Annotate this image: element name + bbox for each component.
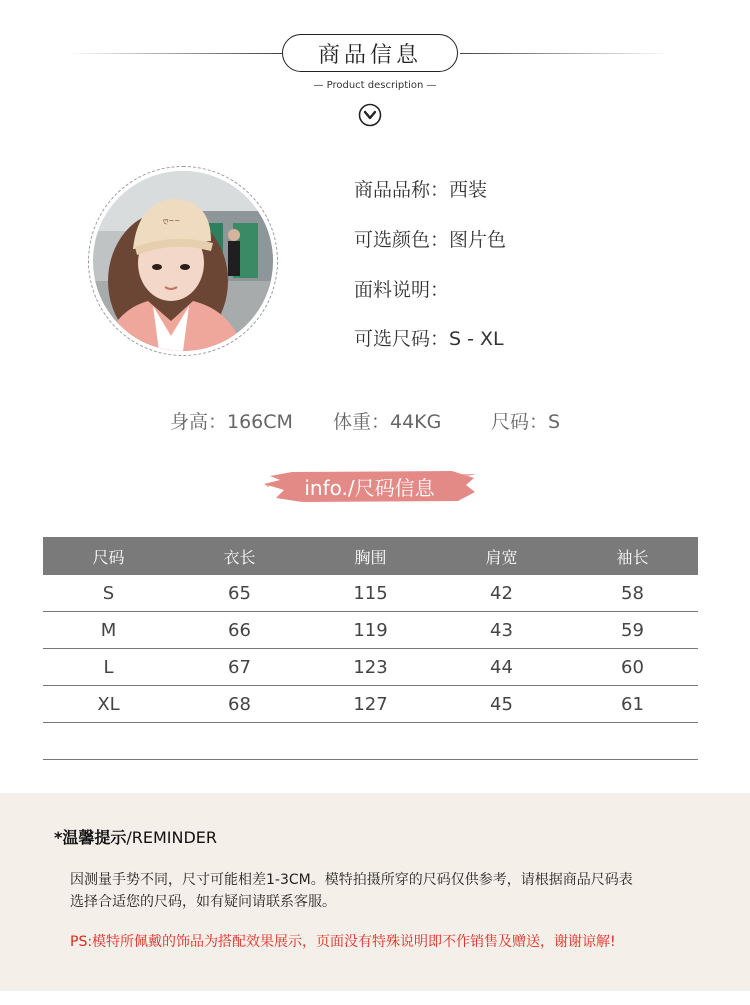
- table-cell: 115: [305, 575, 436, 612]
- table-cell: 66: [174, 612, 305, 649]
- table-cell: 65: [174, 575, 305, 612]
- header-line-right: [460, 53, 670, 54]
- reminder-title-rest: /REMINDER: [126, 828, 218, 847]
- banner-label: info./尺码信息: [304, 475, 435, 500]
- table-cell: 127: [305, 686, 436, 723]
- header-line-left: [68, 53, 282, 54]
- table-row: [43, 612, 698, 649]
- model-photo-frame: [88, 166, 278, 356]
- chevron-down-icon: [358, 103, 382, 127]
- table-header-cell: 尺码: [43, 537, 174, 575]
- table-cell: S: [43, 575, 174, 612]
- table-header-cell: 衣长: [174, 537, 305, 575]
- reminder-title-bold: *温馨提示: [54, 828, 127, 847]
- table-cell: 68: [174, 686, 305, 723]
- table-cell: 44: [436, 649, 567, 686]
- table-header-cell: 胸围: [305, 537, 436, 575]
- table-cell: L: [43, 649, 174, 686]
- table-cell: 43: [436, 612, 567, 649]
- reminder-panel: [0, 793, 750, 991]
- model-height: 身高：166CM: [170, 411, 293, 433]
- table-row: [43, 686, 698, 723]
- product-colors: 可选颜色：图片色: [354, 229, 507, 251]
- size-table: [43, 537, 698, 760]
- reminder-line-2: 选择合适您的尺码，如有疑问请联系客服。: [70, 894, 336, 910]
- section-title: 商品信息: [282, 34, 458, 72]
- table-cell: 42: [436, 575, 567, 612]
- model-size: 尺码：S: [491, 411, 561, 433]
- table-row-empty: [43, 723, 698, 760]
- table-header-row: [43, 537, 698, 575]
- section-subtitle: — Product description —: [313, 80, 437, 91]
- table-cell: 45: [436, 686, 567, 723]
- table-cell: 60: [567, 649, 698, 686]
- table-cell: 119: [305, 612, 436, 649]
- model-weight: 体重：44KG: [333, 411, 442, 433]
- table-cell: 58: [567, 575, 698, 612]
- product-name: 商品品称：西装: [354, 179, 488, 201]
- table-row: [43, 575, 698, 612]
- table-row: [43, 649, 698, 686]
- reminder-title: [54, 825, 217, 848]
- product-fabric: 面料说明：: [354, 279, 450, 301]
- table-cell: M: [43, 612, 174, 649]
- table-cell: 59: [567, 612, 698, 649]
- table-cell: XL: [43, 686, 174, 723]
- reminder-line-1: 因测量手势不同，尺寸可能相差1-3CM。模特拍摄所穿的尺码仅供参考，请根据商品尺码表: [70, 872, 633, 888]
- svg-text:ღ~~: ღ~~: [163, 217, 181, 225]
- table-header-cell: 肩宽: [436, 537, 567, 575]
- product-sizes: 可选尺码：S - XL: [354, 328, 504, 350]
- table-cell: 61: [567, 686, 698, 723]
- table-header-cell: 袖长: [567, 537, 698, 575]
- table-cell: 67: [174, 649, 305, 686]
- model-photo: [93, 171, 273, 351]
- table-cell: 123: [305, 649, 436, 686]
- reminder-ps: PS:模特所佩戴的饰品为搭配效果展示，页面没有特殊说明即不作销售及赠送，谢谢谅解!: [70, 934, 616, 950]
